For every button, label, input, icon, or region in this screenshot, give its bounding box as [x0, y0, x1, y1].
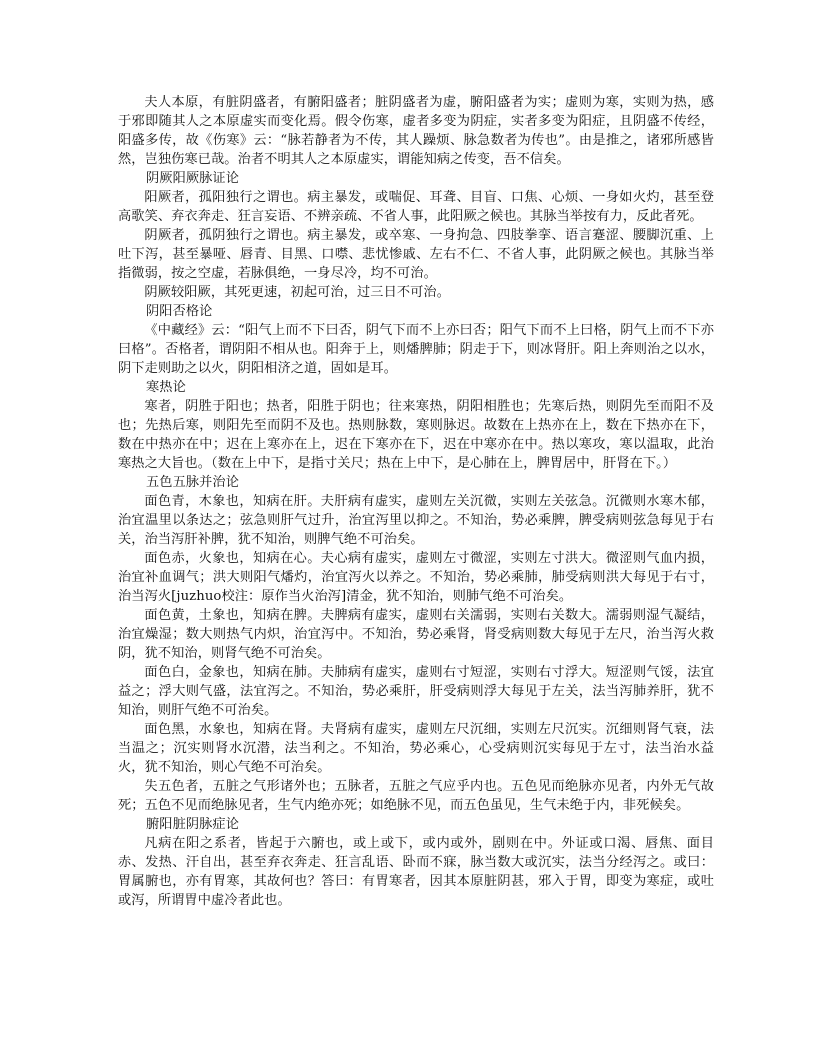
section-heading-wuse-wumai: 五色五脉并治论	[146, 475, 240, 490]
section-heading-fuyang-zangyin: 腑阳脏阴脉症论	[146, 817, 240, 832]
paragraph-bai-lung: 面色白，金象也，知病在肺。夫肺病有虚实，虚则右寸短涩，实则右寸浮大。短涩则气馁，法宜益之；浮大则气盛，法宜泻之。不知治，势必乘肝，肝受病则浮大每见于左关，法当泻肺养肝，犹不知治，则肝气绝不可治矣。	[118, 665, 714, 718]
section-heading-yinjue-yangjue: 阴厥阳厥脉证论	[146, 171, 240, 186]
paragraph-chi-heart: 面色赤，火象也，知病在心。夫心病有虚实，虚则左寸微涩，实则左寸洪大。微涩则气血内损，治宜补血调气；洪大则阳气燔灼，治宜泻火以养之。不知治，势必乘肺，肺受病则洪大每见于右寸，治当泻火[juzhuo校注：原作当火治泻]清金，犹不知治，则肺气绝不可治矣。	[118, 551, 714, 604]
paragraph-fuyang: 凡病在阳之系者，皆起于六腑也，或上或下，或内或外，剧则在中。外证或口渴、唇焦、面目赤、发热、汗自出，甚至弃衣奔走、狂言乱语、卧而不寐，脉当数大或沉实，法当分经泻之。或曰：胃属腑也，亦有胃寒，其故何也？答曰：有胃寒者，因其本原脏阴甚，邪入于胃，即变为寒症，或吐或泻，所谓胃中虚冷者此也。	[118, 836, 714, 908]
paragraph-hei-kidney: 面色黑，水象也，知病在肾。夫肾病有虚实，虚则左尺沉细，实则左尺沉实。沉细则肾气衰，法当温之；沉实则肾水沉潜，法当利之。不知治，势必乘心，心受病则沉实每见于左寸，法当治水益火，犹不知治，则心气绝不可治矣。	[118, 722, 714, 775]
paragraph-yinjue-compare: 阴厥较阳厥，其死更速，初起可治，过三日不可治。	[144, 285, 451, 300]
document-page	[118, 93, 714, 910]
paragraph-yangjue: 阳厥者，孤阳独行之谓也。病主暴发，或喘促、耳聋、目盲、口焦、心烦、一身如火灼，甚至登高歌笑、弃衣奔走、狂言妄语、不辨亲疏、不省人事，此阳厥之候也。其脉当举按有力，反此者死。	[118, 190, 714, 224]
section-heading-hanre: 寒热论	[146, 380, 186, 395]
paragraph-yinjue: 阴厥者，孤阴独行之谓也。病主暴发，或卒寒、一身拘急、四肢拳挛、语言蹇涩、腰脚沉重、上吐下泻，甚至暴哑、唇青、目黑、口噤、悲忧惨戚、左右不仁、不省人事，此阴厥之候也。其脉当举指微弱，按之空虚，若脉俱绝，一身尽冷，均不可治。	[118, 228, 714, 281]
paragraph-wuse-summary: 失五色者，五脏之气形诸外也；五脉者，五脏之气应乎内也。五色见而绝脉亦见者，内外无气故死；五色不见而绝脉见者，生气内绝亦死；如绝脉不见，而五色虽见，生气未绝于内，非死候矣。	[118, 779, 714, 813]
paragraph-hanre: 寒者，阴胜于阳也；热者，阳胜于阴也；往来寒热，阴阳相胜也；先寒后热，则阴先至而阳不及也；先热后寒，则阳先至而阴不及也。热则脉数，寒则脉迟。故数在上热亦在上，数在下热亦在下，数在中热亦在中；迟在上寒亦在上，迟在下寒亦在下，迟在中寒亦在中。热以寒攻，寒以温取，此治寒热之大旨也。（数在上中下，是指寸关尺；热在上中下，是心肺在上，脾胃居中，肝肾在下。）	[118, 399, 714, 471]
section-heading-pige: 阴阳否格论	[146, 304, 213, 319]
paragraph-huang-spleen: 面色黄，土象也，知病在脾。夫脾病有虚实，虚则右关濡弱，实则右关数大。濡弱则湿气凝结，治宜燥湿；数大则热气内炽，治宜泻中。不知治，势必乘肾，肾受病则数大每见于左尺，治当泻火救阴，犹不知治，则肾气绝不可治矣。	[118, 608, 714, 661]
paragraph-qing-liver: 面色青，木象也，知病在肝。夫肝病有虚实，虚则左关沉微，实则左关弦急。沉微则水寒木郁，治宜温里以条达之；弦急则肝气过升，治宜泻里以抑之。不知治，势必乘脾，脾受病则弦急每见于右关，治当泻肝补脾，犹不知治，则脾气绝不可治矣。	[118, 494, 714, 547]
paragraph-pige: 《中藏经》云：“阳气上而不下曰否，阴气下而不上亦曰否；阳气下而不上曰格，阴气上而不下亦曰格”。否格者，谓阴阳不相从也。阳奔于上，则燔脾肺；阴走于下，则冰肾肝。阳上奔则治之以水，阴下走则助之以火，阴阳相济之道，固如是耳。	[118, 323, 714, 376]
intro-paragraph: 夫人本原，有脏阴盛者，有腑阳盛者；脏阴盛者为虚，腑阳盛者为实；虚则为寒，实则为热，感于邪即随其人之本原虚实而变化焉。假令伤寒，虚者多变为阴症，实者多变为阳症，且阴盛不传经，阳盛多传，故《伤寒》云：“脉若静者为不传，其人躁烦、脉急数者为传也”。由是推之，诸邪所感皆然，岂独伤寒已哉。治者不明其人之本原虚实，谓能知病之传变，吾不信矣。	[118, 95, 714, 167]
